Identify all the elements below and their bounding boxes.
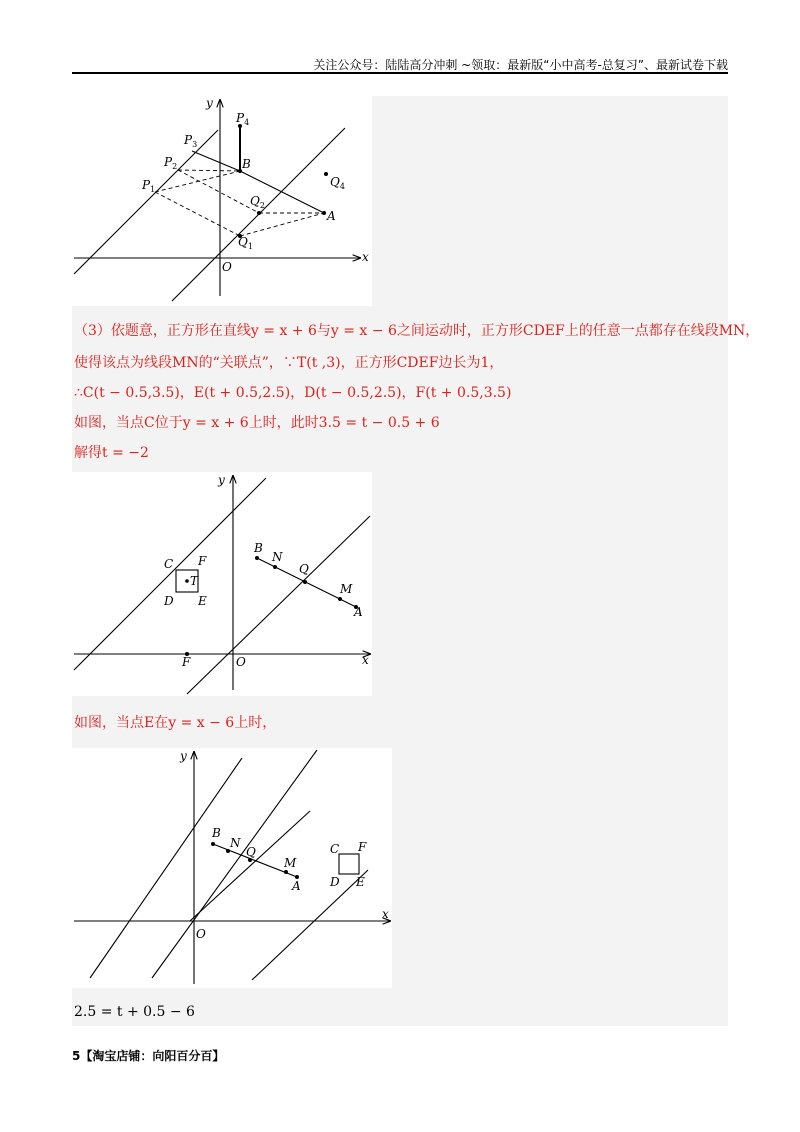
text-line-1: （3）依题意，正方形在直线y = x + 6与y = x − 6之间运动时，正方形CDEF上的任意一点都存在线段MN， (74, 323, 760, 339)
figure-3 (72, 748, 392, 988)
label-d: D (164, 594, 174, 608)
label-b: B (242, 157, 251, 171)
line-lower-b (252, 870, 368, 980)
label-d: D (330, 875, 340, 889)
point-q (303, 580, 307, 584)
point-n (273, 565, 277, 569)
text-line-5: 解得t = −2 (74, 445, 149, 461)
header-rule (72, 72, 728, 74)
label-x: x (362, 653, 369, 667)
label-y: y (206, 96, 213, 110)
point-q2 (257, 211, 261, 215)
label-t: T (190, 574, 199, 588)
label-a: A (354, 605, 363, 619)
point-q4 (324, 172, 328, 176)
label-f-axis: F (182, 655, 191, 669)
point-b (211, 842, 215, 846)
text-line-3: ∴C(t − 0.5,3.5)，E(t + 0.5,2.5)，D(t − 0.5,2.5)，F(t + 0.5,3.5) (74, 385, 512, 401)
label-y: y (180, 749, 187, 763)
label-p4: $P_4$ (236, 111, 250, 127)
label-q: Q (246, 845, 256, 859)
point-t (185, 579, 189, 583)
label-o: O (236, 655, 246, 669)
label-q2: $Q_2$ (250, 194, 265, 210)
label-e: E (198, 594, 207, 608)
label-b: B (254, 541, 263, 555)
label-f: F (198, 554, 207, 568)
line-upper (90, 758, 242, 978)
point-b (255, 556, 259, 560)
dash-p2b (178, 170, 240, 171)
label-e: E (356, 875, 365, 889)
label-f: F (358, 840, 367, 854)
label-o: O (196, 927, 206, 941)
dash-q1a (240, 213, 324, 236)
label-o: O (222, 260, 232, 274)
dash-p1q1 (155, 192, 240, 236)
line-left (74, 130, 218, 274)
text-line-2: 使得该点为线段MN的“关联点”，∵T(t ,3)，正方形CDEF边长为1， (74, 355, 504, 371)
line-upper (74, 478, 266, 670)
point-m (338, 597, 342, 601)
point-a (322, 211, 326, 215)
label-p1: $P_1$ (142, 178, 156, 194)
label-p2: $P_2$ (164, 155, 178, 171)
text-line-7: 2.5 = t + 0.5 − 6 (74, 1004, 195, 1020)
square-cdef (339, 854, 359, 874)
page-header: 关注公众号：陆陆高分冲刺 ~领取：最新版“小中高考-总复习”、最新试卷下载 (313, 58, 728, 72)
page-footer: 5【淘宝店铺：向阳百分百】 (72, 1049, 225, 1063)
label-q: Q (299, 562, 309, 576)
text-line-4: 如图，当点C位于y = x + 6上时，此时3.5 = t − 0.5 + 6 (74, 415, 440, 431)
label-a: A (327, 209, 336, 223)
figure-2 (72, 472, 372, 696)
segment-p3b (192, 151, 240, 171)
label-q1: $Q_1$ (238, 235, 253, 251)
label-b: B (212, 826, 221, 840)
label-n: N (272, 550, 283, 564)
label-x: x (362, 250, 369, 264)
point-m (284, 870, 288, 874)
label-a: A (292, 879, 301, 893)
label-p3: $P_3$ (184, 133, 198, 149)
label-q4: $Q_4$ (330, 175, 345, 191)
label-n: N (230, 836, 241, 850)
label-c: C (164, 557, 174, 571)
label-y: y (218, 473, 225, 487)
label-m: M (340, 582, 353, 596)
line-lower (187, 516, 370, 694)
label-x: x (382, 907, 389, 921)
label-c: C (330, 842, 340, 856)
label-m: M (284, 856, 297, 870)
figure-1 (72, 96, 372, 306)
dash-p1b (155, 171, 240, 192)
text-line-6: 如图，当点E在y = x − 6上时， (74, 715, 277, 731)
